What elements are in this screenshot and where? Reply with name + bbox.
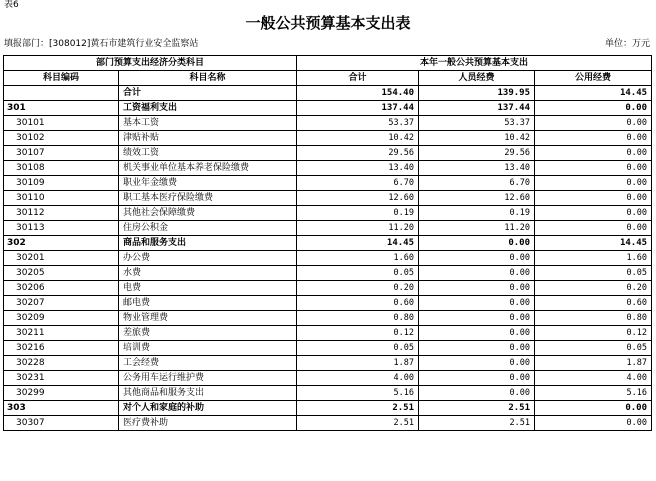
row-code: 30207 <box>4 296 119 311</box>
row-personnel: 137.44 <box>419 101 535 116</box>
row-total: 0.20 <box>297 281 419 296</box>
row-name: 邮电费 <box>119 296 297 311</box>
row-code: 30205 <box>4 266 119 281</box>
table-row <box>4 86 652 101</box>
row-total: 0.19 <box>297 206 419 221</box>
row-personnel: 6.70 <box>419 176 535 191</box>
row-personnel: 29.56 <box>419 146 535 161</box>
row-personnel: 11.20 <box>419 221 535 236</box>
row-total: 137.44 <box>297 101 419 116</box>
row-code: 30201 <box>4 251 119 266</box>
row-code: 30102 <box>4 131 119 146</box>
row-total: 10.42 <box>297 131 419 146</box>
row-name: 住房公积金 <box>119 221 297 236</box>
row-code <box>4 86 119 101</box>
header-name: 科目名称 <box>119 71 297 86</box>
row-public: 1.60 <box>535 251 652 266</box>
table-row <box>4 161 652 176</box>
row-code: 302 <box>4 236 119 251</box>
row-code: 30307 <box>4 416 119 431</box>
table-row <box>4 146 652 161</box>
row-public: 0.05 <box>535 341 652 356</box>
row-code: 30108 <box>4 161 119 176</box>
row-personnel: 0.00 <box>419 371 535 386</box>
row-code: 303 <box>4 401 119 416</box>
row-total: 1.87 <box>297 356 419 371</box>
row-code: 301 <box>4 101 119 116</box>
currency-unit: 单位：万元 <box>604 39 650 49</box>
table-row <box>4 251 652 266</box>
row-personnel: 0.00 <box>419 311 535 326</box>
row-total: 0.80 <box>297 311 419 326</box>
expenditure-table <box>3 55 652 431</box>
row-code: 30107 <box>4 146 119 161</box>
row-code: 30109 <box>4 176 119 191</box>
header-basic-expenditure: 本年一般公共预算基本支出 <box>297 56 652 71</box>
row-name: 工资福利支出 <box>119 101 297 116</box>
row-total: 4.00 <box>297 371 419 386</box>
row-public: 0.00 <box>535 146 652 161</box>
table-row <box>4 191 652 206</box>
row-total: 2.51 <box>297 416 419 431</box>
row-total: 12.60 <box>297 191 419 206</box>
row-name: 医疗费补助 <box>119 416 297 431</box>
table-row <box>4 101 652 116</box>
table-row <box>4 401 652 416</box>
row-name: 培训费 <box>119 341 297 356</box>
row-personnel: 12.60 <box>419 191 535 206</box>
row-code: 30228 <box>4 356 119 371</box>
row-public: 0.00 <box>535 176 652 191</box>
table-row <box>4 266 652 281</box>
row-name: 办公费 <box>119 251 297 266</box>
table-row <box>4 326 652 341</box>
header-public: 公用经费 <box>535 71 652 86</box>
row-public: 0.80 <box>535 311 652 326</box>
row-public: 0.05 <box>535 266 652 281</box>
row-public: 0.00 <box>535 101 652 116</box>
row-public: 0.12 <box>535 326 652 341</box>
page-title: 一般公共预算基本支出表 <box>245 14 411 32</box>
row-personnel: 0.00 <box>419 281 535 296</box>
table-row <box>4 131 652 146</box>
row-public: 0.00 <box>535 416 652 431</box>
table-row <box>4 281 652 296</box>
row-public: 14.45 <box>535 86 652 101</box>
row-personnel: 139.95 <box>419 86 535 101</box>
row-total: 13.40 <box>297 161 419 176</box>
header-code: 科目编码 <box>4 71 119 86</box>
row-name: 津贴补贴 <box>119 131 297 146</box>
row-name: 职业年金缴费 <box>119 176 297 191</box>
row-public: 0.00 <box>535 161 652 176</box>
row-name: 合计 <box>119 86 297 101</box>
row-name: 职工基本医疗保险缴费 <box>119 191 297 206</box>
table-row <box>4 341 652 356</box>
header-personnel: 人员经费 <box>419 71 535 86</box>
row-name: 其他社会保障缴费 <box>119 206 297 221</box>
row-personnel: 0.00 <box>419 386 535 401</box>
row-name: 商品和服务支出 <box>119 236 297 251</box>
row-personnel: 13.40 <box>419 161 535 176</box>
header-economic-classification: 部门预算支出经济分类科目 <box>4 56 297 71</box>
table-row <box>4 221 652 236</box>
row-total: 1.60 <box>297 251 419 266</box>
row-total: 0.12 <box>297 326 419 341</box>
row-personnel: 2.51 <box>419 401 535 416</box>
row-total: 6.70 <box>297 176 419 191</box>
row-personnel: 0.00 <box>419 296 535 311</box>
table-row <box>4 206 652 221</box>
row-public: 0.00 <box>535 401 652 416</box>
table-group-header-row <box>4 56 652 71</box>
row-total: 14.45 <box>297 236 419 251</box>
row-total: 2.51 <box>297 401 419 416</box>
row-public: 0.00 <box>535 116 652 131</box>
table-row <box>4 116 652 131</box>
row-public: 14.45 <box>535 236 652 251</box>
table-row <box>4 416 652 431</box>
row-code: 30299 <box>4 386 119 401</box>
row-personnel: 0.19 <box>419 206 535 221</box>
row-code: 30112 <box>4 206 119 221</box>
row-public: 0.00 <box>535 131 652 146</box>
row-personnel: 0.00 <box>419 251 535 266</box>
row-public: 1.87 <box>535 356 652 371</box>
row-personnel: 2.51 <box>419 416 535 431</box>
row-code: 30216 <box>4 341 119 356</box>
row-name: 机关事业单位基本养老保险缴费 <box>119 161 297 176</box>
table-row <box>4 176 652 191</box>
table-row <box>4 371 652 386</box>
header-total: 合计 <box>297 71 419 86</box>
row-total: 0.05 <box>297 266 419 281</box>
row-personnel: 0.00 <box>419 341 535 356</box>
row-total: 11.20 <box>297 221 419 236</box>
table-row <box>4 296 652 311</box>
table-row <box>4 386 652 401</box>
row-total: 0.60 <box>297 296 419 311</box>
row-name: 水费 <box>119 266 297 281</box>
row-total: 0.05 <box>297 341 419 356</box>
table-column-header-row <box>4 71 652 86</box>
row-name: 其他商品和服务支出 <box>119 386 297 401</box>
row-personnel: 0.00 <box>419 356 535 371</box>
row-code: 30209 <box>4 311 119 326</box>
row-personnel: 53.37 <box>419 116 535 131</box>
row-name: 绩效工资 <box>119 146 297 161</box>
row-name: 电费 <box>119 281 297 296</box>
row-personnel: 0.00 <box>419 266 535 281</box>
row-name: 工会经费 <box>119 356 297 371</box>
row-personnel: 0.00 <box>419 236 535 251</box>
row-public: 4.00 <box>535 371 652 386</box>
row-personnel: 10.42 <box>419 131 535 146</box>
row-name: 公务用车运行维护费 <box>119 371 297 386</box>
reporting-unit-value: [308012]黄石市建筑行业安全监察站 <box>49 39 199 49</box>
table-number-label: 表6 <box>4 0 19 10</box>
reporting-unit-label: 填报部门： <box>4 39 50 49</box>
row-code: 30110 <box>4 191 119 206</box>
row-total: 5.16 <box>297 386 419 401</box>
row-name: 差旅费 <box>119 326 297 341</box>
row-code: 30101 <box>4 116 119 131</box>
row-name: 物业管理费 <box>119 311 297 326</box>
row-name: 对个人和家庭的补助 <box>119 401 297 416</box>
row-code: 30206 <box>4 281 119 296</box>
row-total: 154.40 <box>297 86 419 101</box>
row-public: 0.20 <box>535 281 652 296</box>
row-name: 基本工资 <box>119 116 297 131</box>
row-public: 0.00 <box>535 206 652 221</box>
row-public: 0.00 <box>535 221 652 236</box>
row-total: 29.56 <box>297 146 419 161</box>
row-total: 53.37 <box>297 116 419 131</box>
reporting-unit <box>4 39 198 50</box>
row-code: 30211 <box>4 326 119 341</box>
table-row <box>4 356 652 371</box>
row-code: 30113 <box>4 221 119 236</box>
table-row <box>4 236 652 251</box>
table-row <box>4 311 652 326</box>
row-personnel: 0.00 <box>419 326 535 341</box>
row-code: 30231 <box>4 371 119 386</box>
row-public: 0.00 <box>535 191 652 206</box>
row-public: 0.60 <box>535 296 652 311</box>
row-public: 5.16 <box>535 386 652 401</box>
